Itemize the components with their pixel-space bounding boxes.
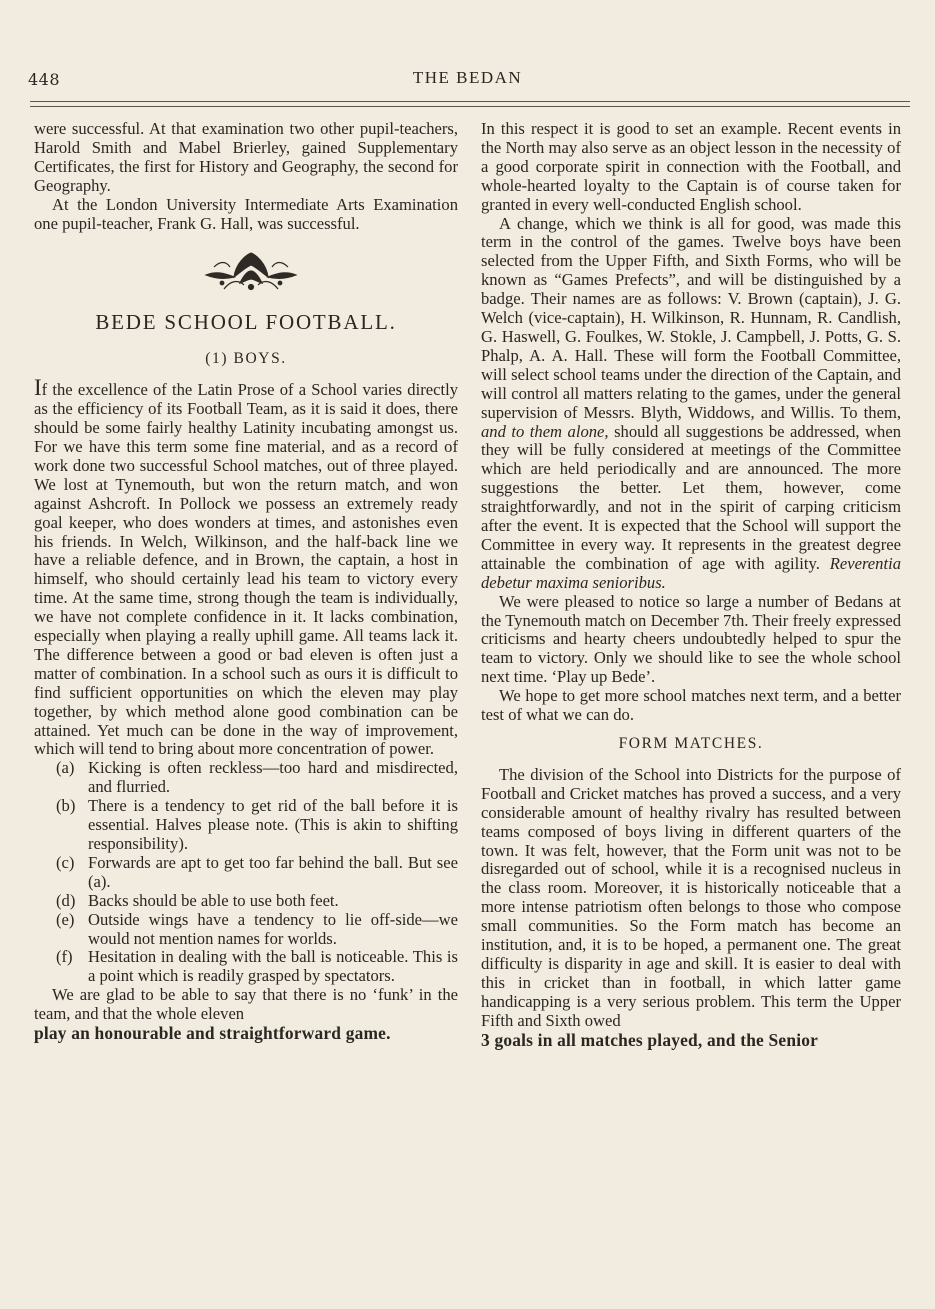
- list-item: [56, 911, 458, 949]
- faults-list: [34, 759, 458, 986]
- list-item: [56, 892, 458, 911]
- fleuron-ornament-icon: [204, 249, 298, 293]
- drop-cap: I: [34, 375, 42, 401]
- main-paragraph-text: f the excellence of the Latin Prose of a School varies directly as the efficiency of its Football Team, as it is said it does, there should be some fairly healthy Latinity incubating amongst us. For we have this term some fine material, and as a record of work done two successful School matches, out of three played. We lost at Tynemouth, but won the return match, and won against Ashcroft. In Pollock we possess an extremely ready goal keeper, who does wonders at times, and astonishes even his friends. In Welch, Wilkinson, and the half-back line we have a reliable defence, and in Brown, the captain, a host in himself, who should certainly lead his team to victory every time. At the same time, strong though the team is individually, we have not complete confidence in it. It lacks combination, especially when playing a really uphill game. All teams lack it. The difference between a good or bad eleven is often just a matter of combination. In a school such as ours it is difficult to find sufficient opportunities on which the eleven may play together, by which method alone good combination can be attained. Yet much can be done in the way of improvement, which will tend to bring about more concentration of power.: [34, 380, 458, 759]
- games-prefects-text: A change, which we think is all for good, was made this term in the control of the games. Twelve boys have been selected from the Upper Fifth, and Sixth Forms, who will be known as “Games Prefects”, and will be distinguished by a badge. Their names are as follows: V. Brown (captain), J. G. Welch (vice-captain), H. Wilkinson, R. Hunnam, R. Candlish, G. Haswell, G. Foulkes, W. Stokle, J. Campbell, J. Potts, G. S. Phalp, A. A. Hall. These will form the Football Committee, will select school teams under the direction of the Captain, and will control all matters relating to the games, under the general supervision of Messrs. Blyth, Widdows, and Willis. To them,: [481, 213, 901, 422]
- list-item-marker: (a): [56, 758, 75, 778]
- subsection-title: (1) BOYS.: [205, 350, 287, 368]
- closing-last-line: play an honourable and straightforward game.: [34, 1023, 391, 1044]
- list-item: [56, 797, 458, 854]
- latin-motto: Reverentia debetur maxima senioribus.: [481, 553, 901, 592]
- list-item-marker: (e): [56, 909, 75, 929]
- list-item: [56, 948, 458, 986]
- right-last-line: 3 goals in all matches played, and the Senior: [481, 1029, 819, 1050]
- right-column: [481, 120, 901, 1050]
- opening-paragraph-1: were successful. At that examination two other pupil-teachers, Harold Smith and Mabel Brierley, gained Supplementary Certificates, the first for History and Geography, the second for Geography.: [34, 119, 458, 195]
- form-matches-heading: FORM MATCHES.: [618, 735, 764, 752]
- list-item-marker: (b): [56, 796, 76, 816]
- opening-paragraph-2: At the London University Intermediate Arts Examination one pupil-teacher, Frank G. Hall, was successful.: [34, 194, 458, 233]
- committee-text: should all suggestions be addressed, when they will be fully considered at meetings of the Committee which are held periodically and are announced. The more suggestions the better. Let them, however, come straightforwardly, and not in the spirit of carping criticism after the event. It is expected that the School will support the Committee in every way. It represents in the greatest degree attainable the combination of age with agility.: [481, 421, 901, 573]
- right-paragraph-4: We hope to get more school matches next term, and a better test of what we can do.: [481, 686, 901, 725]
- list-item-text: Hesitation in dealing with the ball is noticeable. This is a point which is readily grasped by spectators.: [88, 947, 458, 986]
- right-paragraph-2: [481, 215, 901, 593]
- list-item-text: Kicking is often reckless—too hard and misdirected, and flurried.: [88, 758, 458, 797]
- list-item-text: Outside wings have a tendency to lie off-side—we would not mention names for worlds.: [88, 909, 458, 948]
- running-title: THE BEDAN: [412, 68, 523, 87]
- right-paragraph-5: The division of the School into Districts for the purpose of Football and Cricket matches has proved a success, and a very considerable amount of healthy rivalry has resulted between teams composed of boys living in different quarters of the town. It was felt, however, that the Form unit was not to be disregarded out of school, while it is a recognised nucleus in the class room. Moreover, it is historically noticeable that a more intense patriotism often belongs to those who compose small communities. So the Form match has become an institution, and, it is to be hoped, a permanent one. The great difficulty is disparity in age and skill. It is easier to deal with this in cricket than in football, in which latter game handicapping is a very serious problem. This term the Upper Fifth and Sixth owed: [481, 764, 901, 1030]
- section-title: BEDE SCHOOL FOOTBALL.: [95, 310, 397, 335]
- closing-paragraph: We are glad to be able to say that there is no ‘funk’ in the team, and that the whole eleven: [34, 985, 458, 1024]
- list-item-text: Forwards are apt to get too far behind the ball. But see (a).: [88, 852, 458, 891]
- emphasis-text: and to them alone,: [481, 421, 609, 441]
- page-number: 448: [28, 70, 61, 89]
- list-item-text: There is a tendency to get rid of the ball before it is essential. Halves please note. (This is akin to shifting responsibility).: [88, 796, 458, 853]
- left-column: [34, 120, 458, 1043]
- header-rule-bottom: [30, 106, 910, 107]
- right-paragraph-1: In this respect it is good to set an example. Recent events in the North may also serve as an object lesson in the necessity of a good corporate spirit in connection with the Football, and whole-hearted loyalty to the Captain is of course taken for granted in every well-conducted English school.: [481, 119, 901, 214]
- list-item-marker: (d): [56, 890, 76, 910]
- main-paragraph: [34, 375, 458, 759]
- right-paragraph-3: We were pleased to notice so large a number of Bedans at the Tynemouth match on December 7th. Their freely expressed criticisms and hearty cheers undoubtedly helped to spur the team to victory. Only we should like to see the whole school next time. ‘Play up Bede’.: [481, 591, 901, 687]
- header-rule-top: [30, 101, 910, 102]
- list-item-marker: (f): [56, 947, 73, 967]
- list-item: [56, 854, 458, 892]
- list-item-marker: (c): [56, 852, 75, 872]
- list-item: [56, 759, 458, 797]
- list-item-text: Backs should be able to use both feet.: [88, 890, 339, 910]
